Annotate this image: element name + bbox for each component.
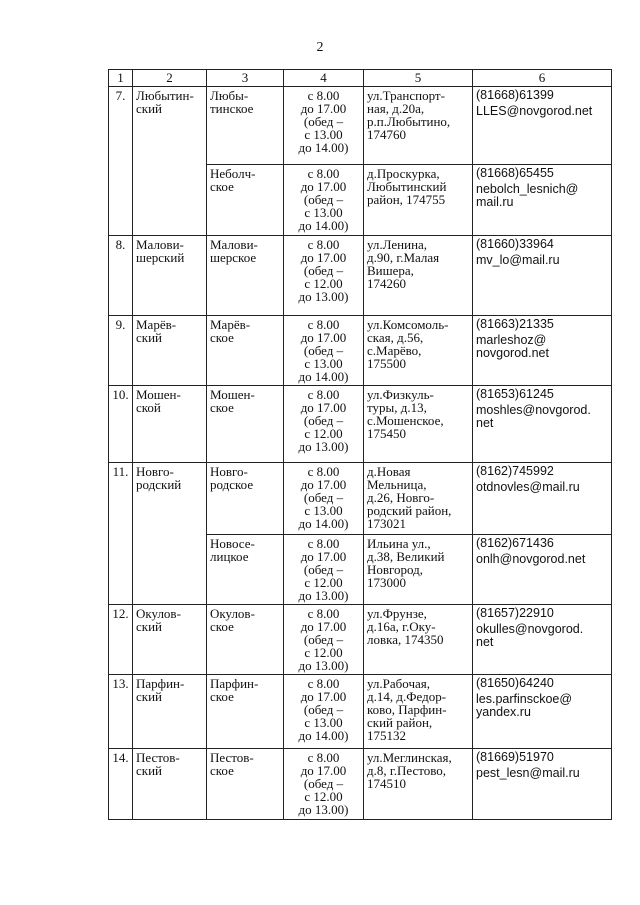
district-cell: Любытин- ский	[133, 87, 207, 236]
contact-cell	[473, 386, 612, 463]
address-cell: ул.Комсомоль- ская, д.56, с.Марёво, 175500	[364, 316, 473, 386]
phone-text: (81660)33964	[476, 237, 554, 251]
email-text: LLES@novgorod.net	[476, 104, 593, 118]
hours-cell: с 8.00 до 17.00 (обед – с 12.00 до 13.00)	[284, 386, 364, 463]
phone-text: (8162)671436	[476, 536, 554, 550]
row-number: 8.	[109, 236, 133, 316]
hours-cell: с 8.00 до 17.00 (обед – с 12.00 до 13.00)	[284, 605, 364, 675]
forestry-cell: Пестов- ское	[207, 749, 284, 820]
table-row	[109, 605, 612, 675]
row-number: 13.	[109, 675, 133, 749]
phone-text: (8162)745992	[476, 464, 554, 478]
forestry-cell: Мошен- ское	[207, 386, 284, 463]
hours-cell: с 8.00 до 17.00 (обед – с 13.00 до 14.00)	[284, 463, 364, 535]
phone-text: (81668)65455	[476, 166, 554, 180]
phone-text: (81650)64240	[476, 676, 554, 690]
email-text: mv_lo@mail.ru	[476, 253, 560, 267]
contact-cell	[473, 675, 612, 749]
header-col-5: 5	[364, 70, 473, 87]
table-row	[109, 87, 612, 165]
forestry-cell: Любы- тинское	[207, 87, 284, 165]
forestry-cell: Парфин- ское	[207, 675, 284, 749]
district-cell: Малови- шерский	[133, 236, 207, 316]
hours-cell: с 8.00 до 17.00 (обед – с 13.00 до 14.00)	[284, 316, 364, 386]
phone-text: (81669)51970	[476, 750, 554, 764]
phone-text: (81657)22910	[476, 606, 554, 620]
table-row	[109, 316, 612, 386]
forestry-cell: Новосе- лицкое	[207, 535, 284, 605]
hours-cell: с 8.00 до 17.00 (обед – с 12.00 до 13.00)	[284, 236, 364, 316]
contact-cell	[473, 535, 612, 605]
contact-cell	[473, 605, 612, 675]
row-number: 14.	[109, 749, 133, 820]
forestry-cell: Марёв- ское	[207, 316, 284, 386]
table-row	[109, 675, 612, 749]
header-row	[109, 70, 612, 87]
address-cell: д.Новая Мельница, д.26, Новго- родский район, 173021	[364, 463, 473, 535]
email-text: onlh@novgorod.net	[476, 552, 586, 566]
district-cell: Марёв- ский	[133, 316, 207, 386]
header-col-1: 1	[109, 70, 133, 87]
phone-text: (81663)21335	[476, 317, 554, 331]
email-text: otdnovles@mail.ru	[476, 480, 580, 494]
header-col-4: 4	[284, 70, 364, 87]
district-cell: Новго- родский	[133, 463, 207, 605]
address-cell: ул.Меглинская, д.8, г.Пестово, 174510	[364, 749, 473, 820]
header-col-6: 6	[473, 70, 612, 87]
contact-cell	[473, 463, 612, 535]
contact-cell	[473, 87, 612, 165]
address-cell: ул.Ленина, д.90, г.Малая Вишера, 174260	[364, 236, 473, 316]
table-row	[109, 236, 612, 316]
row-number: 12.	[109, 605, 133, 675]
contact-cell	[473, 236, 612, 316]
address-cell: ул.Фрунзе, д.16а, г.Оку- ловка, 174350	[364, 605, 473, 675]
address-cell: ул.Транспорт- ная, д.20а, р.п.Любытино, 174760	[364, 87, 473, 165]
district-cell: Пестов- ский	[133, 749, 207, 820]
email-text: marleshoz@ novgorod.net	[476, 333, 549, 360]
row-number: 7.	[109, 87, 133, 236]
hours-cell: с 8.00 до 17.00 (обед – с 13.00 до 14.00)	[284, 165, 364, 236]
row-number: 10.	[109, 386, 133, 463]
table-row	[109, 749, 612, 820]
forestry-cell: Неболч- ское	[207, 165, 284, 236]
forestry-cell: Окулов- ское	[207, 605, 284, 675]
email-text: okulles@novgorod. net	[476, 622, 584, 649]
header-col-3: 3	[207, 70, 284, 87]
row-number: 9.	[109, 316, 133, 386]
phone-text: (81668)61399	[476, 88, 554, 102]
address-cell: д.Проскурка, Любытинский район, 174755	[364, 165, 473, 236]
table-row	[109, 463, 612, 535]
table-row	[109, 386, 612, 463]
address-cell: Ильина ул., д.38, Великий Новгород, 173000	[364, 535, 473, 605]
page-number: 2	[316, 40, 324, 55]
contact-cell	[473, 749, 612, 820]
email-text: les.parfinsckoe@ yandex.ru	[476, 692, 573, 719]
forestry-table	[108, 69, 612, 820]
district-cell: Парфин- ский	[133, 675, 207, 749]
hours-cell: с 8.00 до 17.00 (обед – с 12.00 до 13.00)	[284, 749, 364, 820]
email-text: moshles@novgorod. net	[476, 403, 591, 430]
phone-text: (81653)61245	[476, 387, 554, 401]
hours-cell: с 8.00 до 17.00 (обед – с 13.00 до 14.00)	[284, 675, 364, 749]
contact-cell	[473, 316, 612, 386]
email-text: nebolch_lesnich@ mail.ru	[476, 182, 579, 209]
hours-cell: с 8.00 до 17.00 (обед – с 13.00 до 14.00)	[284, 87, 364, 165]
address-cell: ул.Физкуль- туры, д.13, с.Мошенское, 175450	[364, 386, 473, 463]
district-cell: Окулов- ский	[133, 605, 207, 675]
forestry-cell: Малови- шерское	[207, 236, 284, 316]
contact-cell	[473, 165, 612, 236]
email-text: pest_lesn@mail.ru	[476, 766, 580, 780]
district-cell: Мошен- ской	[133, 386, 207, 463]
forestry-cell: Новго- родское	[207, 463, 284, 535]
hours-cell: с 8.00 до 17.00 (обед – с 12.00 до 13.00)	[284, 535, 364, 605]
header-col-2: 2	[133, 70, 207, 87]
row-number: 11.	[109, 463, 133, 605]
address-cell: ул.Рабочая, д.14, д.Федор- ково, Парфин- ский район, 175132	[364, 675, 473, 749]
